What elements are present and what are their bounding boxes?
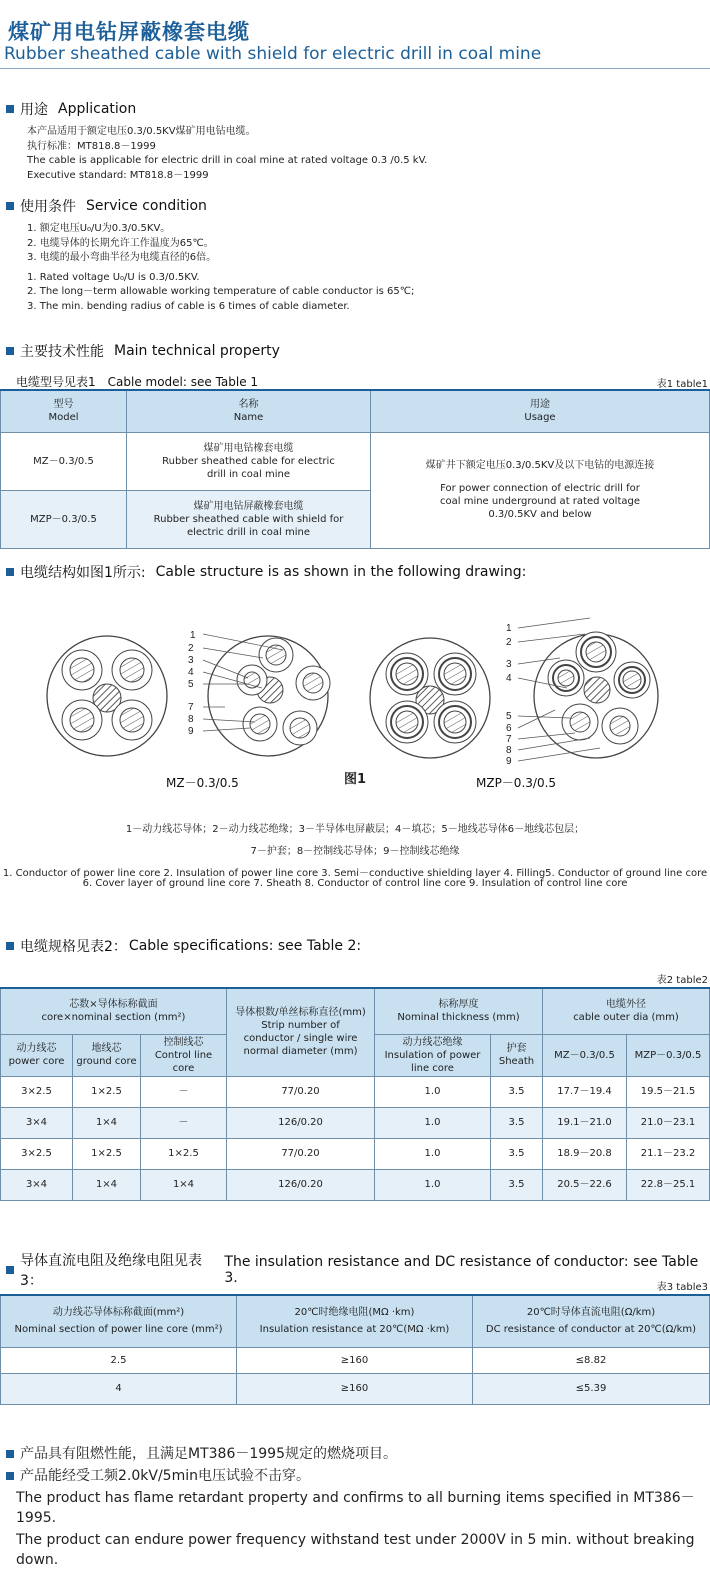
table-header-row	[1, 390, 710, 432]
bullet-icon	[6, 105, 14, 113]
callout-number: 9	[506, 756, 512, 767]
section-title-cn: 用途	[20, 102, 48, 118]
callout-number: 1	[506, 623, 512, 634]
table-cell: 21.0－23.1	[627, 1107, 710, 1138]
mz-label: MZ－0.3/0.5	[166, 776, 239, 790]
bullet-icon	[6, 568, 14, 576]
table-cell: －	[141, 1107, 227, 1138]
callout-number: 8	[506, 745, 512, 756]
table-cell: 1×2.5	[73, 1076, 141, 1107]
section-service	[6, 196, 207, 216]
mz-cable-drawing	[47, 636, 330, 756]
header-en: Model	[48, 412, 79, 424]
table-cell: ≤5.39	[473, 1373, 710, 1404]
header-cell	[473, 1295, 710, 1347]
table-cell: 3.5	[491, 1169, 543, 1200]
callout-number: 5	[188, 679, 194, 690]
legend-cn-1: 1－动力线芯导体；2－动力线芯绝缘；3－半导体电屏蔽层；4－填芯；5－地线芯导体6－地线芯包层；	[125, 824, 585, 835]
table3	[0, 1294, 710, 1405]
text-line: 2. The long－term allowable working temperature of cable conductor is 65℃;	[27, 286, 415, 297]
table-row	[1, 1138, 710, 1169]
header-cell	[141, 1034, 227, 1076]
legend-en-2: 6. Cover layer of ground line core 7. Sheath 8. Conductor of control line core 9. Insulation of control line core	[82, 878, 628, 889]
header-cell	[1, 390, 127, 432]
text-line: 1. 额定电压U₀/U为0.3/0.5KV。	[27, 223, 171, 234]
header-cn: 地线芯	[91, 1043, 122, 1054]
title-divider	[0, 68, 710, 69]
name-cn: 煤矿用电钻橡套电缆	[203, 442, 294, 454]
callout-number: 8	[188, 714, 194, 725]
text-line: 3. The min. bending radius of cable is 6 times of cable diameter.	[27, 300, 350, 312]
table-cell: MZP－0.3/0.5	[1, 490, 127, 548]
header-cell	[543, 988, 710, 1034]
section-title-en: Service condition	[86, 198, 207, 214]
table-cell: 1×4	[141, 1169, 227, 1200]
section-application	[6, 99, 136, 119]
header-cn: 20℃时导体直流电阻(Ω/km)	[526, 1307, 656, 1319]
table-cell: ≥160	[237, 1373, 473, 1404]
header-en: Nominal thickness (mm)	[397, 1012, 520, 1024]
section-structure	[6, 562, 526, 582]
header-cn: 动力线芯绝缘	[402, 1036, 463, 1048]
application-text	[27, 125, 427, 183]
header-cn: 名称	[238, 399, 259, 411]
name-cn: 煤矿用电钻屏蔽橡套电缆	[193, 500, 304, 512]
callout-number: 9	[188, 726, 194, 737]
footer-notes	[6, 1444, 710, 1570]
table1	[0, 389, 710, 549]
table-row	[1, 1076, 710, 1107]
table-cell: 22.8－25.1	[627, 1169, 710, 1200]
header-en: Strip number of conductor / single wire normal diameter (mm)	[243, 1020, 358, 1058]
callout-number: 3	[506, 659, 512, 670]
header-cn: 电缆外径	[606, 999, 646, 1011]
table-row	[1, 1347, 710, 1373]
section-title-en: Cable structure is as shown in the following drawing:	[155, 564, 527, 580]
header-en: Sheath	[498, 1056, 535, 1067]
table-cell: 4	[1, 1373, 237, 1404]
page-subtitle: Rubber sheathed cable with shield for electric drill in coal mine	[4, 44, 542, 64]
table-cell: 3×4	[1, 1169, 73, 1200]
usage-en: For power connection of electric drill for coal mine underground at rated voltage 0.3/0.5KV and below	[440, 483, 640, 520]
name-en: Rubber sheathed cable with shield for electric drill in coal mine	[153, 513, 344, 538]
table3-label: 表3 table3	[656, 1282, 708, 1293]
table-cell: 1.0	[375, 1169, 491, 1200]
header-en: Nominal section of power line core (mm²)	[14, 1324, 223, 1336]
text-line: 1. Rated voltage U₀/U is 0.3/0.5KV.	[27, 271, 200, 283]
bullet-icon	[6, 347, 14, 355]
footer-text: The product can endure power frequency withstand test under 2000V in 5 min. without breaking down.	[16, 1532, 695, 1568]
bullet-icon	[6, 1450, 14, 1458]
table-row	[1, 1107, 710, 1138]
table-cell: 1×4	[73, 1107, 141, 1138]
section-title-cn: 使用条件	[20, 199, 76, 215]
header-cn: 护套	[506, 1043, 527, 1054]
table-cell: 19.5－21.5	[627, 1076, 710, 1107]
header-cn: 动力线芯导体标称截面(mm²)	[52, 1307, 185, 1319]
section-title-cn: 主要技术性能	[20, 344, 104, 360]
section-title-en: Application	[58, 101, 137, 117]
table-cell: 20.5－22.6	[543, 1169, 627, 1200]
table-cell: 3×2.5	[1, 1076, 73, 1107]
table-cell: 126/0.20	[227, 1107, 375, 1138]
header-cn: 导体根数/单丝标称直径(mm)	[235, 1007, 366, 1019]
callout-number: 2	[188, 643, 194, 654]
footer-text: The product has flame retardant property and confirms to all burning items specified in MT386－1995.	[16, 1490, 695, 1526]
footer-line	[6, 1444, 710, 1464]
header-cn: 芯数×导体标称截面	[69, 999, 158, 1011]
bullet-icon	[6, 1266, 14, 1274]
header-cell	[227, 988, 375, 1076]
text-line: The cable is applicable for electric drill in coal mine at rated voltage 0.3 /0.5 kV.	[27, 155, 428, 166]
table-cell: 1×4	[73, 1169, 141, 1200]
footer-text: 产品具有阻燃性能，且满足MT386－1995规定的燃烧项目。	[20, 1446, 397, 1462]
table-cell: 3×2.5	[1, 1138, 73, 1169]
table-cell: 1×2.5	[141, 1138, 227, 1169]
callout-number: 5	[506, 711, 512, 722]
table-header-row	[1, 1295, 710, 1347]
table2	[0, 987, 710, 1201]
callout-number: 7	[506, 734, 512, 745]
header-cell	[73, 1034, 141, 1076]
table-cell: 18.9－20.8	[543, 1138, 627, 1169]
header-en: Insulation of power line core	[384, 1049, 481, 1074]
header-cell	[127, 390, 371, 432]
text-line: 执行标准：MT818.8－1999	[27, 140, 156, 152]
section-technical	[6, 341, 280, 361]
header-cn: 控制线芯	[163, 1036, 204, 1048]
callout-number: 1	[190, 630, 196, 641]
header-cell	[1, 1295, 237, 1347]
bullet-icon	[6, 1472, 14, 1480]
callout-number: 2	[506, 637, 512, 648]
callout-number: 7	[188, 702, 194, 713]
table-row	[1, 432, 710, 490]
header-cell	[375, 988, 543, 1034]
header-cell: MZP－0.3/0.5	[627, 1034, 710, 1076]
table-cell: ≥160	[237, 1347, 473, 1373]
table-cell: 17.7－19.4	[543, 1076, 627, 1107]
figure-label: 图1	[344, 772, 367, 787]
legend-en-1: 1. Conductor of power line core 2. Insulation of power line core 3. Semi－conductive shielding layer 4. Filling5. Conductor of ground line core	[2, 868, 708, 879]
bullet-icon	[6, 942, 14, 950]
mzp-cable-drawing	[370, 632, 658, 758]
header-cell	[491, 1034, 543, 1076]
table2-label: 表2 table2	[656, 975, 708, 986]
header-en: power core	[8, 1056, 65, 1067]
table-row	[1, 1169, 710, 1200]
section-title-en: Main technical property	[114, 343, 280, 359]
table-cell: 19.1－21.0	[543, 1107, 627, 1138]
footer-line	[6, 1466, 710, 1486]
header-cell	[371, 390, 710, 432]
legend-cn-2: 7－护套；8－控制线芯导体；9－控制线芯绝缘	[250, 846, 460, 857]
service-text	[27, 222, 414, 314]
text-line: Executive standard: MT818.8－1999	[27, 169, 209, 181]
text-line: 3. 电缆的最小弯曲半径为电缆直径的6倍。	[27, 252, 217, 263]
table-cell	[127, 432, 371, 490]
table-cell: 77/0.20	[227, 1076, 375, 1107]
header-cn: 标称厚度	[438, 999, 479, 1011]
mzp-label: MZP－0.3/0.5	[476, 776, 557, 790]
header-cell	[1, 1034, 73, 1076]
table-cell: 3.5	[491, 1107, 543, 1138]
bullet-icon	[6, 202, 14, 210]
callout-number: 6	[506, 723, 512, 734]
header-cell	[237, 1295, 473, 1347]
name-en: Rubber sheathed cable for electric drill in coal mine	[162, 455, 335, 480]
header-cell: MZ－0.3/0.5	[543, 1034, 627, 1076]
header-en: Insulation resistance at 20℃(MΩ ·km)	[259, 1324, 450, 1336]
table-cell: 3×4	[1, 1107, 73, 1138]
table-cell: 1×2.5	[73, 1138, 141, 1169]
table-cell: 21.1－23.2	[627, 1138, 710, 1169]
header-en: Control line core	[154, 1049, 213, 1074]
header-cn: 动力线芯	[16, 1043, 57, 1054]
header-cn: 用途	[530, 399, 550, 411]
table-cell: 3.5	[491, 1076, 543, 1107]
header-en: cable outer dia (mm)	[573, 1012, 679, 1024]
table-cell: 77/0.20	[227, 1138, 375, 1169]
header-en: ground core	[76, 1056, 137, 1067]
callout-number: 4	[188, 667, 194, 678]
table-cell: MZ－0.3/0.5	[1, 432, 127, 490]
text-line: 本产品适用于额定电压0.3/0.5KV煤矿用电钻电缆。	[27, 126, 256, 137]
callout-number: 4	[506, 673, 512, 684]
table-row	[1, 1373, 710, 1404]
section-title-cn: 电缆规格见表2：	[20, 939, 127, 955]
section-title-en: The insulation resistance and DC resistance of conductor: see Table 3.	[224, 1254, 699, 1286]
footer-text: 产品能经受工频2.0kV/5min电压试验不击穿。	[20, 1468, 310, 1484]
header-cn: 型号	[53, 399, 74, 411]
header-en: core×nominal section (mm²)	[41, 1012, 186, 1024]
header-cell	[375, 1034, 491, 1076]
table-cell: 126/0.20	[227, 1169, 375, 1200]
table-cell	[127, 490, 371, 548]
table-cell: 1.0	[375, 1076, 491, 1107]
section-title-cn: 电缆结构如图1所示:	[20, 565, 146, 581]
callout-number: 3	[188, 655, 194, 666]
header-cell	[1, 988, 227, 1034]
header-en: DC resistance of conductor at 20℃(Ω/km)	[485, 1324, 697, 1336]
table-cell: 3.5	[491, 1138, 543, 1169]
section-table3	[6, 1250, 710, 1290]
table-cell-usage	[371, 432, 710, 548]
text-line: 2. 电缆导体的长期允许工作温度为65℃。	[27, 237, 214, 249]
section-title-en: Cable specifications: see Table 2:	[128, 938, 362, 954]
table-header-row	[1, 988, 710, 1034]
section-title-cn: 导体直流电阻及绝缘电阻见表3：	[20, 1253, 202, 1289]
table-cell: －	[141, 1076, 227, 1107]
usage-cn: 煤矿井下额定电压0.3/0.5KV及以下电钻的电源连接	[425, 460, 655, 471]
table-cell: 1.0	[375, 1107, 491, 1138]
page-title: 煤矿用电钻屏蔽橡套电缆	[8, 20, 250, 44]
header-cn: 20℃时绝缘电阻(MΩ ·km)	[294, 1307, 415, 1319]
table-cell: 1.0	[375, 1138, 491, 1169]
table-cell: 2.5	[1, 1347, 237, 1373]
table1-label: 表1 table1	[656, 379, 708, 390]
table-cell: ≤8.82	[473, 1347, 710, 1373]
header-en: Name	[233, 412, 264, 424]
header-en: Usage	[524, 412, 556, 424]
section-table2	[6, 936, 361, 956]
table1-caption: 电缆型号见表1 Cable model: see Table 1	[16, 375, 259, 389]
